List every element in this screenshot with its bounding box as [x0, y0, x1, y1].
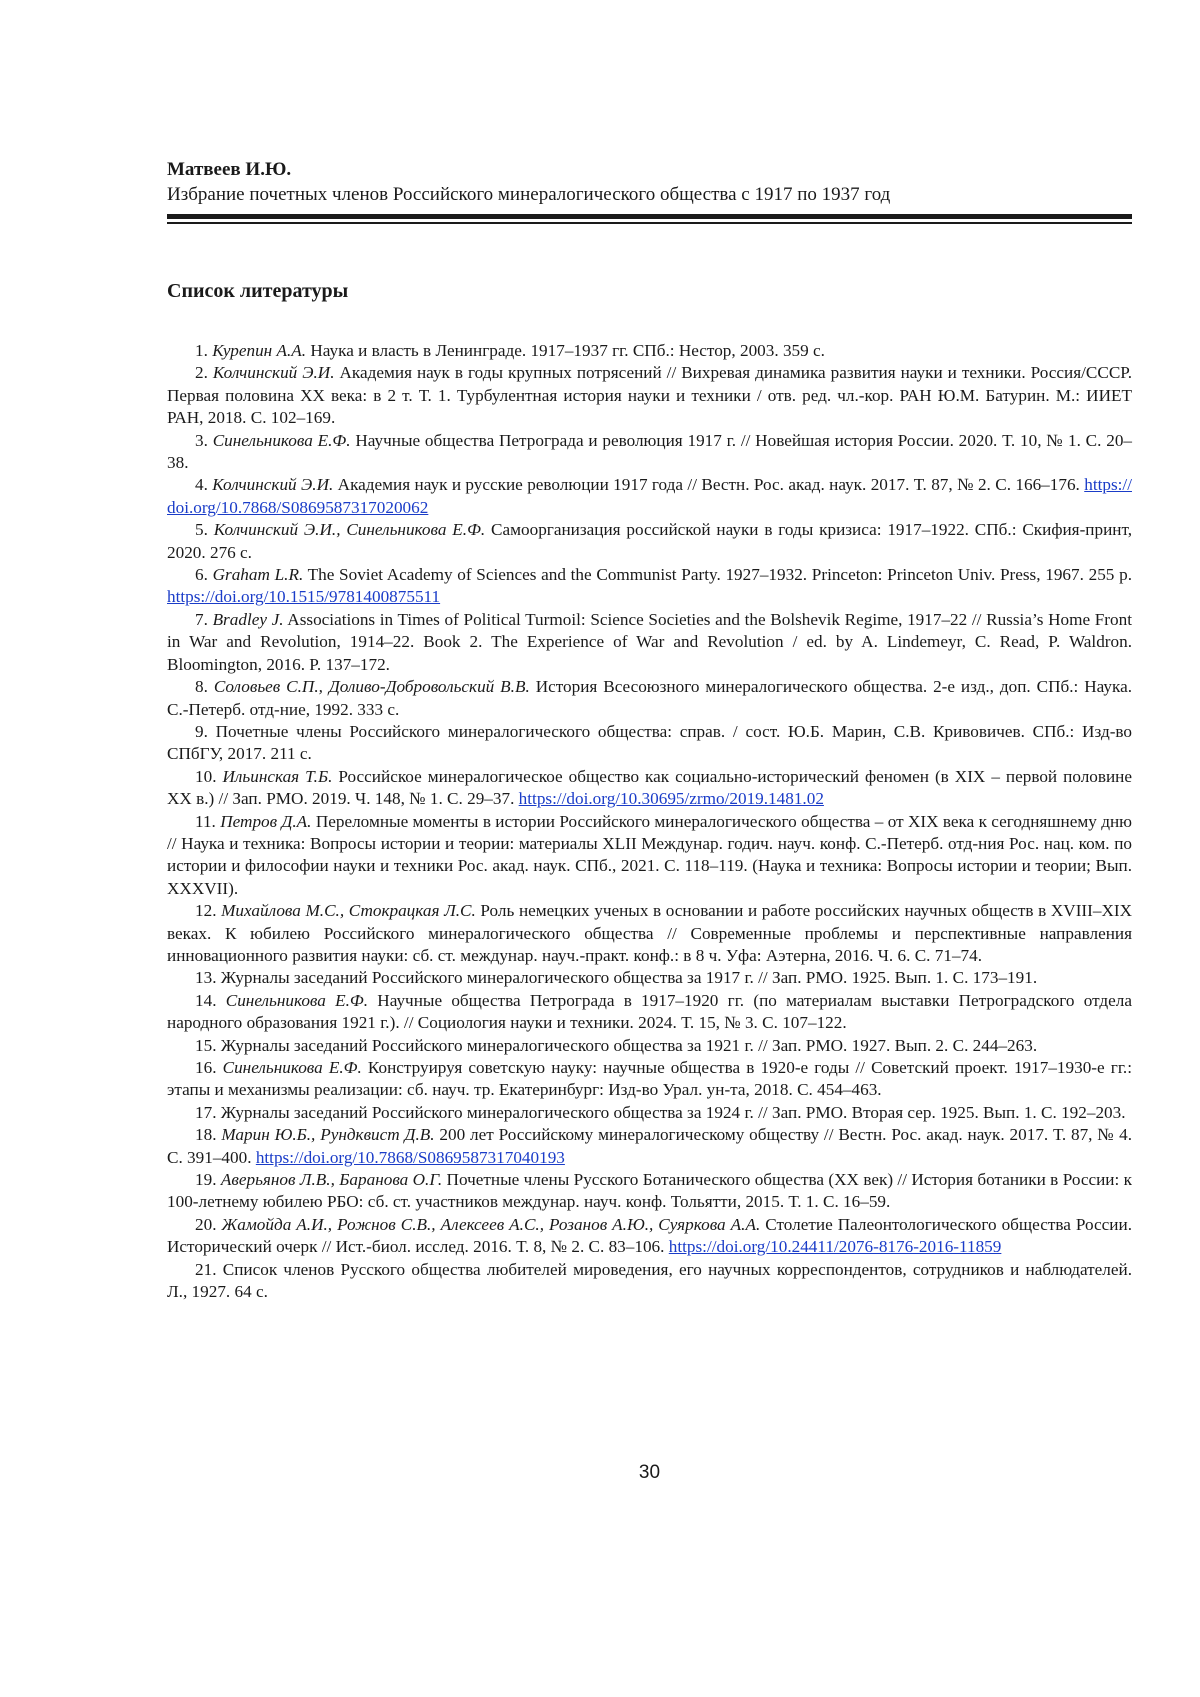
reference-number: 19. [195, 1170, 217, 1190]
doi-link[interactable]: https://doi.org/10.7868/S0869587317040193 [255, 1147, 565, 1167]
reference-number: 20. [195, 1214, 217, 1234]
reference-item [167, 564, 1132, 609]
reference-item [167, 811, 1132, 901]
reference-text: Академия наук и русские революции 1917 года // Вестн. Рос. акад. наук. 2017. Т. 87, № 2. С. 166–176. [333, 475, 1085, 495]
reference-number: 16. [195, 1058, 217, 1077]
reference-number: 3. [195, 430, 208, 450]
reference-text: Список членов Русского общества любителей мироведения, его научных корреспондентов, сотрудников и наблюдателей. Л., 1927. 64 с. [167, 1259, 1132, 1302]
reference-number: 1. [195, 341, 208, 360]
page-number: 30 [638, 1462, 661, 1483]
reference-text: Академия наук в годы крупных потрясений // Вихревая динамика развития науки и техники. Россия/СССР. Первая половина XX века: в 2 т. Т. 1. Турбулентная история науки и техники / отв. ред. чл.-кор. РАН Ю.М. Батурин. М.: ИИЕТ РАН, 2018. С. 102–169. [167, 363, 1132, 428]
reference-item [167, 474, 1132, 519]
reference-authors: Соловьев С.П., Доливо-Добровольский В.В. [213, 677, 530, 697]
reference-item [167, 1259, 1132, 1304]
reference-text: Роль немецких ученых в основании и работе российских научных обществ в XVIII–XIX веках. К юбилею Российского минералогического общества // Современные проблемы и перспективные направления инновационного развития науки: сб. ст. междунар. науч.-практ. конф.: в 8 ч. Уфа: Аэтерна, 2016. Ч. 6. С. 71–74. [167, 901, 1133, 965]
reference-text: Переломные моменты в истории Российского минералогического общества – от XIX века к сегодняшнему дню // Наука и техника: Вопросы истории и теории: материалы XLII Междунар. годич. науч. конф. С.-Петерб. отд-ния Рос. нац. ком. по истории и философии науки и техники Рос. акад. наук. СПб., 2021. С. 118–119. (Наука и техника: Вопросы истории и теории; Вып. XXXVII). [167, 811, 1132, 898]
reference-number: 17. [195, 1102, 217, 1122]
reference-text: Почетные члены Русского Ботанического общества (XX век) // История ботаники в России: к 100-летнему юбилею РБО: сб. ст. участников междунар. науч. конф. Тольятти, 2015. Т. 1. С. 16–59. [167, 1170, 1133, 1212]
reference-number: 14. [195, 990, 217, 1010]
reference-number: 11. [195, 811, 216, 831]
doi-link[interactable]: https://doi.org/10.24411/2076-8176-2016-11859 [668, 1237, 1002, 1257]
reference-authors: Синельникова Е.Ф. [212, 430, 351, 450]
reference-item [167, 676, 1132, 721]
reference-text: 200 лет Российскому минералогическому обществу // Вестн. Рос. акад. наук. 2017. Т. 87, № 4. С. 391–400. [167, 1125, 1133, 1167]
reference-number: 12. [195, 901, 217, 921]
reference-authors: Bradley J. [212, 609, 284, 629]
reference-authors: Синельникова Е.Ф. [225, 990, 369, 1010]
reference-item [167, 1035, 1132, 1057]
reference-list [167, 340, 1132, 1303]
doi-link[interactable]: https://doi.org/10.30695/zrmo/2019.1481.02 [518, 789, 824, 809]
reference-number: 8. [195, 677, 208, 697]
reference-authors: Михайлова М.С., Стокрацкая Л.С. [221, 901, 476, 921]
reference-item [167, 721, 1132, 766]
reference-item [167, 609, 1132, 676]
header-rule-thin [167, 222, 1132, 224]
reference-authors: Синельникова Е.Ф. [222, 1058, 362, 1077]
reference-item [167, 430, 1132, 475]
reference-item [167, 1124, 1132, 1169]
reference-number: 2. [195, 363, 208, 383]
reference-number: 10. [195, 766, 217, 786]
reference-number: 18. [195, 1125, 217, 1145]
reference-item [167, 1169, 1132, 1214]
reference-item [167, 362, 1132, 429]
reference-item [167, 340, 1132, 362]
reference-text: Научные общества Петрограда в 1917–1920 гг. (по материалам выставки Петроградского отдела народного образования 1921 г.). // Социология науки и техники. 2024. Т. 15, № 3. С. 107–122. [167, 990, 1133, 1033]
reference-text: Associations in Times of Political Turmoil: Science Societies and the Bolshevik Regime, 1917–22 // Russia’s Home Front in War and Revolution, 1914–22. Book 2. The Experience of War and Revolution / ed. by A. Lindemeyr, C. Read, P. Waldron. Bloomington, 2016. P. 137–172. [167, 609, 1132, 674]
reference-text: Почетные члены Российского минералогического общества: справ. / сост. Ю.Б. Марин, С.В. Кривовичев. СПб.: Изд-во СПбГУ, 2017. 211 с. [167, 721, 1133, 764]
section-title: Список литературы [167, 280, 349, 302]
reference-item [167, 900, 1132, 967]
reference-number: 4. [195, 475, 208, 495]
reference-item [167, 990, 1132, 1035]
reference-authors: Жамойда А.И., Рожнов С.В., Алексеев А.С., Розанов А.Ю., Суяркова А.А. [221, 1214, 761, 1234]
reference-item [167, 1057, 1132, 1102]
reference-text: The Soviet Academy of Sciences and the Communist Party. 1927–1932. Princeton: Princeton Univ. Press, 1967. 255 p. [303, 565, 1132, 585]
doi-link[interactable]: https://doi.org/10.1515/9781400875511 [167, 587, 441, 607]
header-author: Матвеев И.Ю. [167, 159, 292, 180]
doi-link[interactable]: https://doi.org/10.7868/S0869587317020062 [167, 475, 1132, 517]
reference-text: Конструируя советскую науку: научные общества в 1920-е годы // Советский проект. 1917–1930-е гг.: этапы и механизмы реализации: сб. науч. тр. Екатеринбург: Изд-во Урал. ун-та, 2018. С. 454–463. [167, 1058, 1132, 1100]
reference-item [167, 967, 1132, 989]
reference-authors: Graham L.R. [212, 565, 304, 585]
reference-authors: Аверьянов Л.В., Баранова О.Г. [220, 1170, 443, 1190]
header-article-title: Избрание почетных членов Российского минералогического общества с 1917 по 1937 год [167, 184, 891, 205]
reference-text: Журналы заседаний Российского минералогического общества за 1921 г. // Зап. РМО. 1927. Вып. 2. С. 244–263. [220, 1035, 1038, 1055]
reference-authors: Колчинский Э.И. [212, 475, 334, 495]
reference-number: 13. [195, 968, 217, 988]
reference-number: 7. [195, 609, 208, 629]
reference-number: 5. [195, 520, 208, 540]
reference-item [167, 766, 1132, 811]
reference-text: Российское минералогическое общество как социально-исторический феномен (в XIX – первой половине XX в.) // Зап. РМО. 2019. Ч. 148, № 1. С. 29–37. [167, 766, 1133, 809]
reference-text: Журналы заседаний Российского минералогического общества за 1924 г. // Зап. РМО. Вторая сер. 1925. Вып. 1. С. 192–203. [220, 1102, 1126, 1122]
reference-number: 15. [195, 1035, 217, 1055]
running-header [167, 158, 1132, 208]
reference-authors: Марин Ю.Б., Рундквист Д.В. [221, 1125, 435, 1145]
reference-authors: Колчинский Э.И. [212, 363, 335, 383]
reference-item [167, 1102, 1132, 1124]
reference-number: 6. [195, 565, 208, 585]
reference-item [167, 519, 1132, 564]
reference-authors: Ильинская Т.Б. [222, 766, 333, 786]
reference-number: 21. [195, 1259, 217, 1279]
reference-text: Журналы заседаний Российского минералогического общества за 1917 г. // Зап. РМО. 1925. Вып. 1. С. 173–191. [220, 968, 1038, 988]
reference-text: Научные общества Петрограда и революция 1917 г. // Новейшая история России. 2020. Т. 10, № 1. С. 20–38. [167, 430, 1133, 473]
reference-text: Наука и власть в Ленинграде. 1917–1937 гг. СПб.: Нестор, 2003. 359 с. [306, 341, 825, 360]
reference-text: Самоорганизация российской науки в годы кризиса: 1917–1922. СПб.: Скифия-принт, 2020. 276 с. [167, 520, 1132, 562]
reference-number: 9. [195, 721, 208, 741]
reference-authors: Петров Д.А. [220, 811, 312, 831]
reference-item [167, 1214, 1132, 1259]
reference-authors: Курепин А.А. [212, 341, 307, 360]
reference-text: История Всесоюзного минералогического общества. 2-е изд., доп. СПб.: Наука. С.-Петерб. отд-ние, 1992. 333 с. [167, 677, 1132, 719]
header-rule-thick [167, 214, 1132, 219]
reference-text: Столетие Палеонтологического общества России. Исторический очерк // Ист.-биол. исслед. 2016. Т. 8, № 2. С. 83–106. [167, 1214, 1132, 1257]
reference-authors: Колчинский Э.И., Синельникова Е.Ф. [213, 520, 486, 540]
